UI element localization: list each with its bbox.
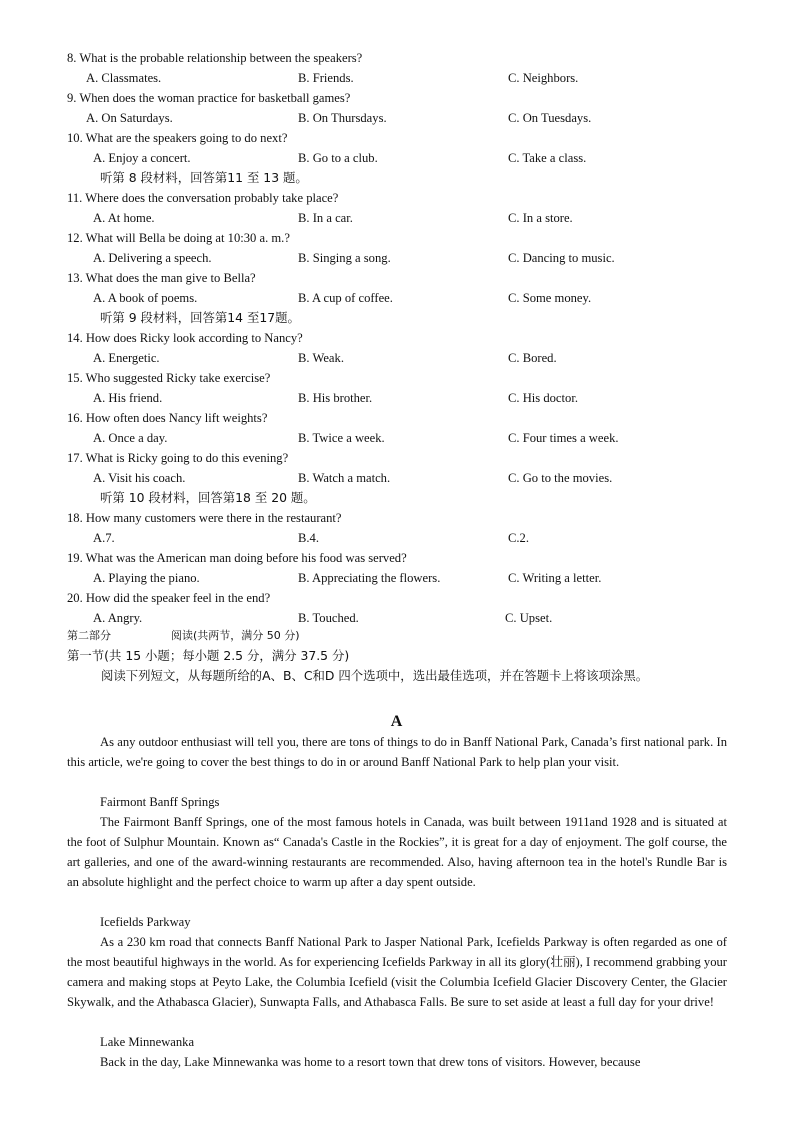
section-header-8: 听第 8 段材料，回答第11 至 13 题。 — [100, 170, 308, 185]
q15-option-b: B. His brother. — [298, 391, 373, 405]
q11-option-a: A. At home. — [93, 211, 155, 225]
q9-option-a: A. On Saturdays. — [86, 111, 173, 125]
q16-option-a: A. Once a day. — [93, 431, 168, 445]
q11-option-c: C. In a store. — [508, 211, 573, 225]
q15-option-a: A. His friend. — [93, 391, 163, 405]
q11-option-b: B. In a car. — [298, 211, 353, 225]
q19-option-c: C. Writing a letter. — [508, 571, 602, 585]
part-two-header — [67, 627, 300, 645]
q8-option-b: B. Friends. — [298, 71, 354, 85]
question-12: 12. What will Bella be doing at 10:30 a. m.? — [67, 231, 290, 245]
question-14: 14. How does Ricky look according to Nancy? — [67, 331, 303, 345]
question-17: 17. What is Ricky going to do this evening? — [67, 451, 289, 465]
q8-option-a: A. Classmates. — [86, 71, 162, 85]
q10-option-a: A. Enjoy a concert. — [93, 151, 191, 165]
q18-option-a: A.7. — [93, 531, 115, 545]
q13-option-a: A. A book of poems. — [93, 291, 198, 305]
question-11: 11. Where does the conversation probably take place? — [67, 191, 339, 205]
q20-option-c: C. Upset. — [505, 611, 553, 625]
question-16: 16. How often does Nancy lift weights? — [67, 411, 268, 425]
q9-option-c: C. On Tuesdays. — [508, 111, 592, 125]
q10-option-b: B. Go to a club. — [298, 151, 378, 165]
question-9: 9. When does the woman practice for basketball games? — [67, 91, 351, 105]
q14-option-a: A. Energetic. — [93, 351, 160, 365]
question-20: 20. How did the speaker feel in the end? — [67, 591, 271, 605]
q17-option-b: B. Watch a match. — [298, 471, 391, 485]
q20-option-a: A. Angry. — [93, 611, 143, 625]
q16-option-c: C. Four times a week. — [508, 431, 619, 445]
question-18: 18. How many customers were there in the restaurant? — [67, 511, 342, 525]
q10-option-c: C. Take a class. — [508, 151, 587, 165]
q14-option-b: B. Weak. — [298, 351, 344, 365]
section-header-10: 听第 10 段材料，回答第18 至 20 题。 — [100, 490, 316, 505]
q13-option-b: B. A cup of coffee. — [298, 291, 393, 305]
paragraph-icefields: As a 230 km road that connects Banff National Park to Jasper National Park, Icefields Parkway is often regarded as one of the most beautiful highways in the world. As for experiencing Icefields Parkway in all its glory(壮丽), I recommend grabbing your camera and making stops at Peyto Lake, the Columbia Icefield (visit the Columbia Icefield Glacier Discovery Center, the Glacier Skywalk, and the Athabasca Glacier), Sunwapta Falls, and Athabasca Falls. Be sure to set aside at least a full day for your drive! — [67, 935, 727, 1009]
part-two-label: 第二部分 — [67, 629, 111, 642]
q19-option-a: A. Playing the piano. — [93, 571, 200, 585]
q13-option-c: C. Some money. — [508, 291, 592, 305]
q12-option-c: C. Dancing to music. — [508, 251, 615, 265]
q20-option-b: B. Touched. — [298, 611, 359, 625]
q19-option-b: B. Appreciating the flowers. — [298, 571, 441, 585]
q16-option-b: B. Twice a week. — [298, 431, 385, 445]
q17-option-a: A. Visit his coach. — [93, 471, 186, 485]
q9-option-b: B. On Thursdays. — [298, 111, 387, 125]
reading-instructions: 阅读下列短文，从每题所给的A、B、C和D 四个选项中，选出最佳选项，并在答题卡上将该项涂黑。 — [101, 668, 649, 683]
q17-option-c: C. Go to the movies. — [508, 471, 613, 485]
q14-option-c: C. Bored. — [508, 351, 557, 365]
question-13: 13. What does the man give to Bella? — [67, 271, 256, 285]
section-header-9: 听第 9 段材料，回答第14 至17题。 — [100, 310, 300, 325]
subheading-fairmont: Fairmont Banff Springs — [100, 795, 220, 809]
subheading-icefields: Icefields Parkway — [100, 915, 191, 929]
part-two-title: 阅读(共两节，满分 50 分) — [171, 629, 300, 642]
question-15: 15. Who suggested Ricky take exercise? — [67, 371, 271, 385]
question-8: 8. What is the probable relationship between the speakers? — [67, 51, 363, 65]
q8-option-c: C. Neighbors. — [508, 71, 579, 85]
q18-option-c: C.2. — [508, 531, 529, 545]
paragraph-minnewanka: Back in the day, Lake Minnewanka was home to a resort town that drew tons of visitors. However, because — [100, 1055, 641, 1069]
question-19: 19. What was the American man doing before his food was served? — [67, 551, 407, 565]
q15-option-c: C. His doctor. — [508, 391, 578, 405]
passage-title: A — [390, 713, 403, 730]
question-10: 10. What are the speakers going to do next? — [67, 131, 288, 145]
q12-option-b: B. Singing a song. — [298, 251, 391, 265]
passage-intro: As any outdoor enthusiast will tell you, there are tons of things to do in Banff National Park, Canada’s first national park. In this article, we're going to cover the best things to do in or around Banff National Park to help plan your visit. — [67, 735, 727, 769]
paragraph-fairmont: The Fairmont Banff Springs, one of the most famous hotels in Canada, was built between 1911and 1928 and is situated at the foot of Sulphur Mountain. Known as“ Canada's Castle in the Rockies”, it is great for a day of enjoyment. The golf course, the art galleries, and one of the award-winning restaurants are recommended. Also, having afternoon tea in the hotel's Rundle Bar is an absolute highlight and the perfect choice to warm up after a day spent outside. — [67, 815, 727, 889]
section-one-header: 第一节(共 15 小题；每小题 2.5 分，满分 37.5 分) — [67, 648, 350, 663]
q18-option-b: B.4. — [298, 531, 319, 545]
subheading-minnewanka: Lake Minnewanka — [100, 1035, 195, 1049]
q12-option-a: A. Delivering a speech. — [93, 251, 212, 265]
